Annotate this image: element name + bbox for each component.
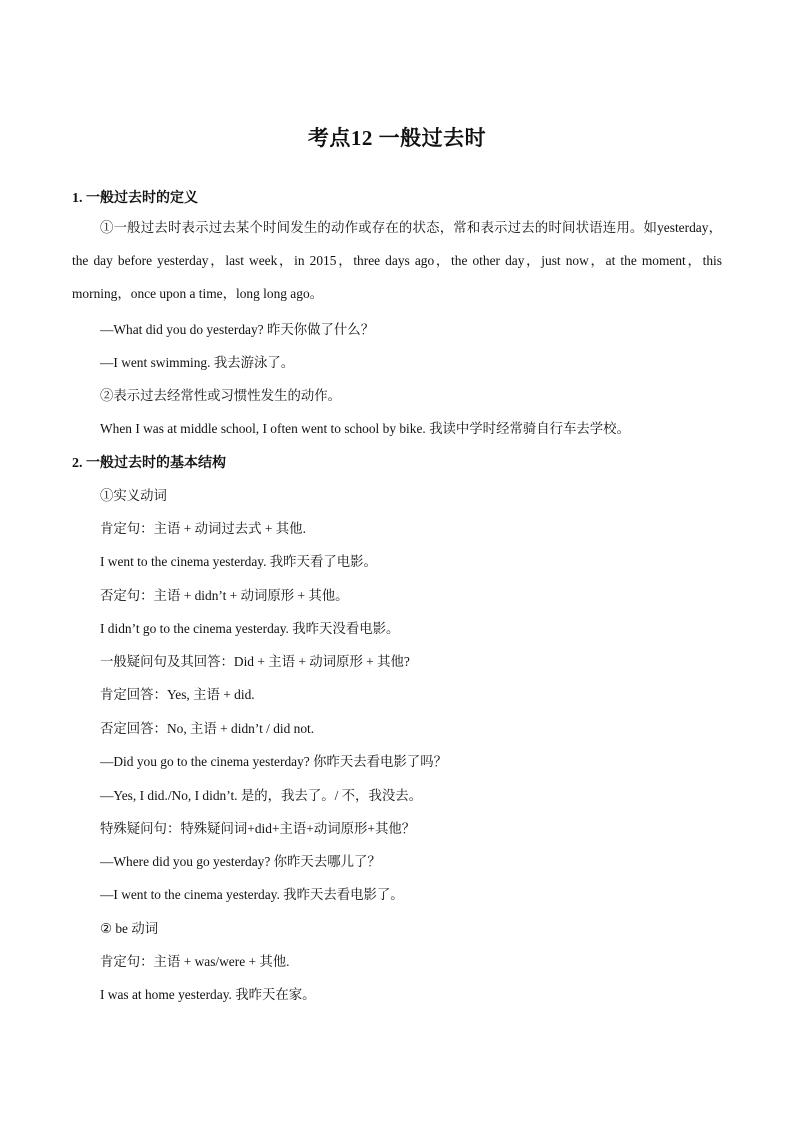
- example-question: —What did you do yesterday? 昨天你做了什么？: [100, 322, 375, 337]
- structure-line: —Did you go to the cinema yesterday? 你昨天去看电影了吗？: [100, 754, 447, 769]
- point-two: ②表示过去经常性或习惯性发生的动作。: [100, 388, 342, 403]
- structure-line: 肯定句：主语 + was/were + 其他.: [100, 954, 290, 969]
- structure-line: —Where did you go yesterday? 你昨天去哪儿了？: [100, 854, 381, 869]
- structure-line: I went to the cinema yesterday. 我昨天看了电影。: [100, 554, 377, 569]
- structure-line: 特殊疑问句：特殊疑问词+did+主语+动词原形+其他？: [100, 821, 416, 836]
- structure-line: I was at home yesterday. 我昨天在家。: [100, 987, 316, 1002]
- page-title: 考点12 一般过去时: [307, 126, 487, 150]
- section-heading-definition: 1. 一般过去时的定义: [72, 191, 198, 206]
- example-answer: —I went swimming. 我去游泳了。: [100, 355, 295, 370]
- definition-paragraph: ①一般过去时表示过去某个时间发生的动作或存在的状态，常和表示过去的时间状语连用。如yesterday，the day before yesterday，last week，in 2015，three days ago，the other day，just now，at the moment，this morning，once upon a time，long long ago。: [72, 220, 722, 301]
- structure-line: I didn’t go to the cinema yesterday. 我昨天没看电影。: [100, 621, 400, 636]
- section-heading-structure: 2. 一般过去时的基本结构: [72, 456, 226, 471]
- structure-line: 肯定句：主语 + 动词过去式 + 其他.: [100, 521, 306, 536]
- example-sentence: When I was at middle school, I often went to school by bike. 我读中学时经常骑自行车去学校。: [100, 421, 630, 436]
- structure-line: 肯定回答：Yes, 主语 + did.: [100, 687, 255, 702]
- structure-line: 一般疑问句及其回答：Did + 主语 + 动词原形 + 其他?: [100, 654, 410, 669]
- structure-line: 否定句：主语 + didn’t + 动词原形 + 其他。: [100, 588, 349, 603]
- structure-line: ② be 动词: [100, 921, 159, 936]
- structure-line: —I went to the cinema yesterday. 我昨天去看电影了。: [100, 887, 404, 902]
- structure-line: 否定回答：No, 主语 + didn’t / did not.: [100, 721, 315, 736]
- structure-line: ①实义动词: [100, 488, 167, 503]
- structure-line: —Yes, I did./No, I didn’t. 是的，我去了。/ 不，我没去。: [100, 788, 423, 803]
